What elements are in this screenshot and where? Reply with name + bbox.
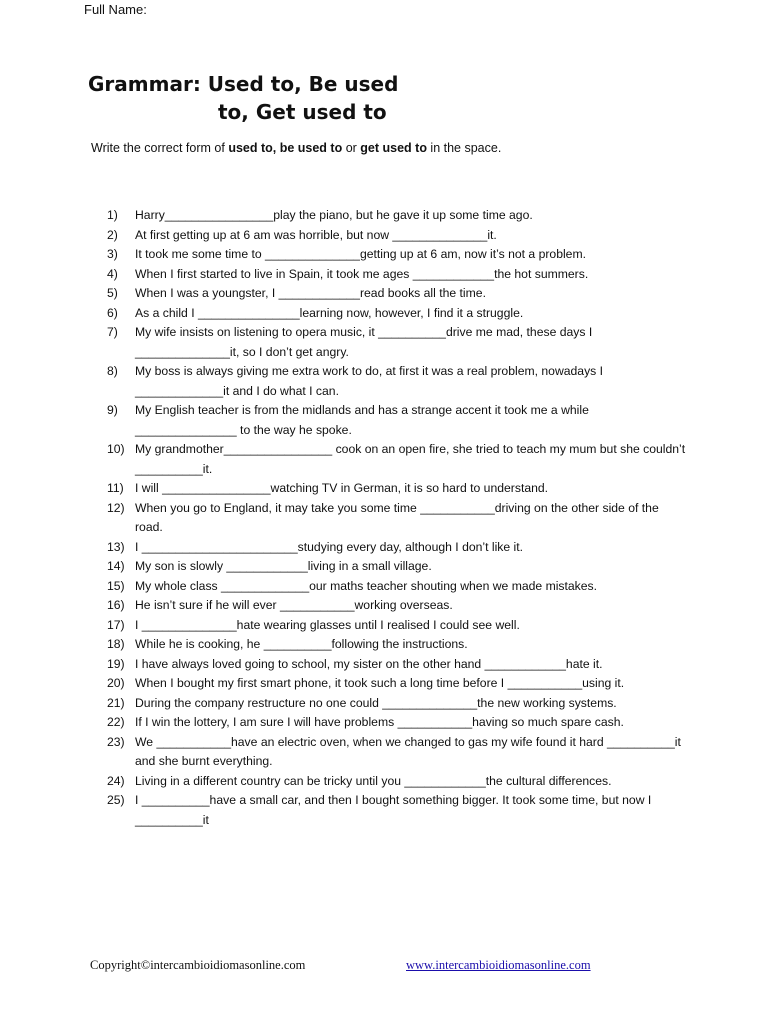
question-text: My English teacher is from the midlands and has a strange accent it took me a while _______________ to the way he spoke. bbox=[135, 403, 589, 437]
question-item bbox=[107, 674, 687, 694]
question-item bbox=[107, 616, 687, 636]
question-item bbox=[107, 206, 687, 226]
question-item bbox=[107, 577, 687, 597]
question-text: It took me some time to ______________getting up at 6 am, now it’s not a problem. bbox=[135, 247, 586, 261]
question-item bbox=[107, 265, 687, 285]
question-text: Living in a different country can be tricky until you ____________the cultural differences. bbox=[135, 773, 612, 788]
question-item bbox=[107, 304, 687, 324]
instruction-middle: or bbox=[342, 141, 361, 155]
question-text: My boss is always giving me extra work to do, at first it was a real problem, nowadays I _____________it and I do what I can. bbox=[135, 364, 604, 398]
copyright-text: Copyright©intercambioidiomasonline.com bbox=[90, 958, 306, 972]
question-item bbox=[107, 440, 687, 479]
question-item bbox=[107, 791, 687, 830]
question-text: I __________have a small car, and then I bought something bigger. It took some time, but now I __________it bbox=[135, 793, 652, 827]
question-text: When I was a youngster, I ____________read books all the time. bbox=[135, 286, 486, 300]
question-number: 2) bbox=[107, 227, 118, 242]
question-number: 5) bbox=[107, 286, 118, 300]
question-text: I have always loved going to school, my sister on the other hand ____________hate it. bbox=[135, 656, 603, 671]
question-item bbox=[107, 226, 687, 246]
question-item bbox=[107, 401, 687, 440]
full-name-label: Full Name: bbox=[84, 2, 147, 17]
question-item bbox=[107, 362, 687, 401]
question-number: 13) bbox=[107, 539, 125, 554]
instruction-prefix: Write the correct form of bbox=[91, 141, 229, 155]
question-number: 16) bbox=[107, 598, 125, 612]
question-item bbox=[107, 733, 687, 772]
question-number: 21) bbox=[107, 695, 125, 710]
question-number: 23) bbox=[107, 734, 125, 749]
question-number: 12) bbox=[107, 500, 125, 515]
question-number: 4) bbox=[107, 266, 118, 281]
question-text: When I bought my first smart phone, it took such a long time before I ___________using it. bbox=[135, 676, 625, 690]
question-item bbox=[107, 655, 687, 675]
question-text: When I first started to live in Spain, it took me ages ____________the hot summers. bbox=[135, 266, 589, 281]
page-title-line-1: Grammar: Used to, Be used bbox=[88, 72, 399, 96]
question-number: 19) bbox=[107, 656, 125, 671]
question-item bbox=[107, 538, 687, 558]
question-text: While he is cooking, he __________following the instructions. bbox=[135, 637, 468, 651]
question-text: My grandmother________________ cook on an open fire, she tried to teach my mum but she couldn’t __________it. bbox=[135, 442, 686, 476]
question-text: He isn’t sure if he will ever ___________working overseas. bbox=[135, 598, 453, 612]
question-number: 14) bbox=[107, 559, 125, 573]
question-number: 9) bbox=[107, 403, 118, 417]
page-title-line-2: to, Get used to bbox=[218, 100, 387, 124]
question-item bbox=[107, 479, 687, 499]
question-text: Harry________________play the piano, but he gave it up some time ago. bbox=[135, 208, 533, 222]
question-number: 18) bbox=[107, 637, 125, 651]
question-text: If I win the lottery, I am sure I will have problems ___________having so much spare cash. bbox=[135, 715, 624, 729]
question-number: 8) bbox=[107, 364, 118, 378]
question-text: At first getting up at 6 am was horrible, but now ______________it. bbox=[135, 227, 497, 242]
page-title bbox=[88, 70, 398, 126]
question-item bbox=[107, 557, 687, 577]
question-number: 6) bbox=[107, 305, 118, 320]
question-number: 7) bbox=[107, 325, 118, 339]
question-number: 1) bbox=[107, 208, 118, 222]
question-number: 17) bbox=[107, 617, 125, 632]
question-item bbox=[107, 284, 687, 304]
question-list bbox=[107, 206, 687, 830]
question-item bbox=[107, 596, 687, 616]
question-number: 22) bbox=[107, 715, 125, 729]
instruction-bold-1: used to, be used to bbox=[228, 141, 343, 155]
question-number: 11) bbox=[107, 481, 124, 495]
instruction-bold-2: get used to bbox=[360, 141, 427, 155]
question-text: During the company restructure no one could ______________the new working systems. bbox=[135, 695, 617, 710]
question-text: My son is slowly ____________living in a small village. bbox=[135, 559, 432, 573]
question-item bbox=[107, 245, 687, 265]
question-number: 15) bbox=[107, 578, 125, 593]
question-text: We ___________have an electric oven, when we changed to gas my wife found it hard __________it and she burnt everything. bbox=[135, 734, 681, 768]
question-item bbox=[107, 694, 687, 714]
question-text: I _______________________studying every day, although I don’t like it. bbox=[135, 539, 524, 554]
question-item bbox=[107, 713, 687, 733]
instruction-suffix: in the space. bbox=[426, 141, 502, 155]
question-text: I ______________hate wearing glasses until I realised I could see well. bbox=[135, 617, 520, 632]
question-number: 25) bbox=[107, 793, 125, 807]
question-item bbox=[107, 635, 687, 655]
question-text: As a child I _______________learning now, however, I find it a struggle. bbox=[135, 305, 524, 320]
question-item bbox=[107, 499, 687, 538]
question-item bbox=[107, 772, 687, 792]
question-text: My whole class _____________our maths teacher shouting when we made mistakes. bbox=[135, 578, 598, 593]
website-link[interactable]: www.intercambioidiomasonline.com bbox=[406, 958, 591, 972]
instruction-text bbox=[91, 141, 501, 155]
question-number: 3) bbox=[107, 247, 118, 261]
question-number: 24) bbox=[107, 773, 125, 788]
question-text: I will ________________watching TV in German, it is so hard to understand. bbox=[135, 481, 549, 495]
question-number: 20) bbox=[107, 676, 125, 690]
question-item bbox=[107, 323, 687, 362]
question-text: When you go to England, it may take you some time ___________driving on the other side of the road. bbox=[135, 500, 659, 534]
question-number: 10) bbox=[107, 442, 125, 456]
question-text: My wife insists on listening to opera music, it __________drive me mad, these days I ______________it, so I don’t get angry. bbox=[135, 325, 593, 359]
